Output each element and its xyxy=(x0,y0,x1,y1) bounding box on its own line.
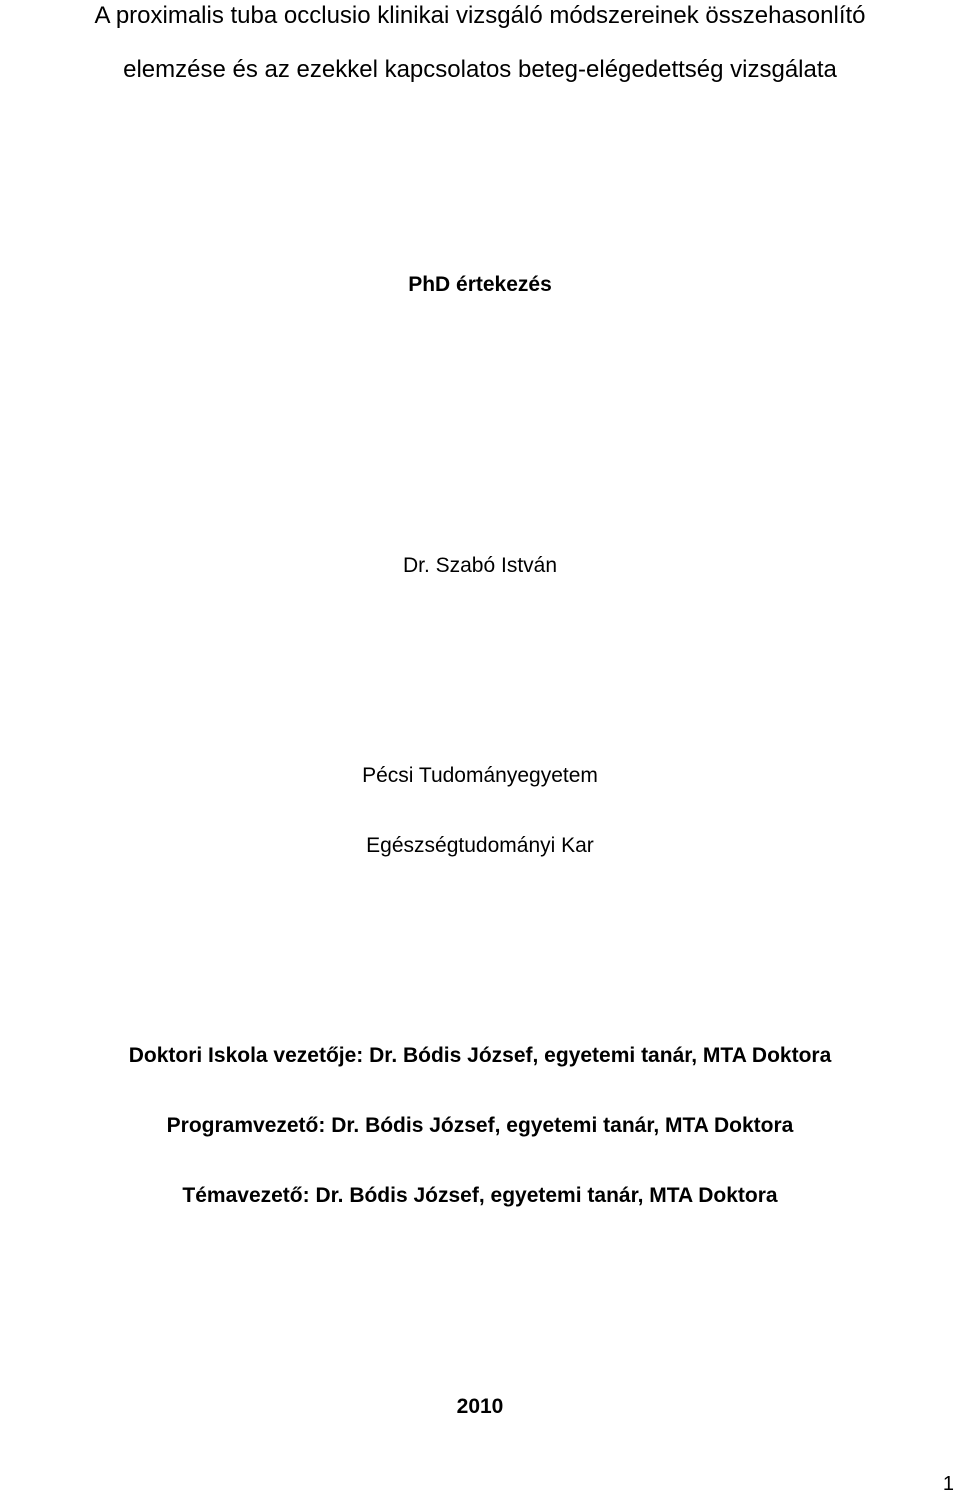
doctoral-school-head-name: Dr. Bódis József, egyetemi tanár, MTA Doktora xyxy=(369,1044,832,1067)
doctoral-school-head-label: Doktori Iskola vezetője: xyxy=(128,1044,364,1067)
program-head-name: Dr. Bódis József, egyetemi tanár, MTA Doktora xyxy=(331,1114,794,1137)
faculty-name: Egészségtudományi Kar xyxy=(366,834,594,857)
program-head-label: Programvezető: xyxy=(166,1114,326,1137)
publication-year: 2010 xyxy=(456,1395,504,1418)
author-name: Dr. Szabó István xyxy=(402,554,558,577)
doctoral-school-head xyxy=(0,1045,960,1066)
thesis-title-line-2: elemzése és az ezekkel kapcsolatos beteg-elégedettség vizsgálata xyxy=(123,56,837,83)
program-head xyxy=(0,1115,960,1136)
university-name: Pécsi Tudományegyetem xyxy=(362,764,598,787)
thesis-title-line-1: A proximalis tuba occlusio klinikai vizsgáló módszereinek összehasonlító xyxy=(94,2,866,29)
supervisor xyxy=(0,1185,960,1206)
supervisor-name: Dr. Bódis József, egyetemi tanár, MTA Doktora xyxy=(315,1184,778,1207)
degree-label: PhD értekezés xyxy=(408,273,552,296)
page-number: 1 xyxy=(942,1473,954,1495)
supervisor-label: Témavezető: xyxy=(182,1184,310,1207)
